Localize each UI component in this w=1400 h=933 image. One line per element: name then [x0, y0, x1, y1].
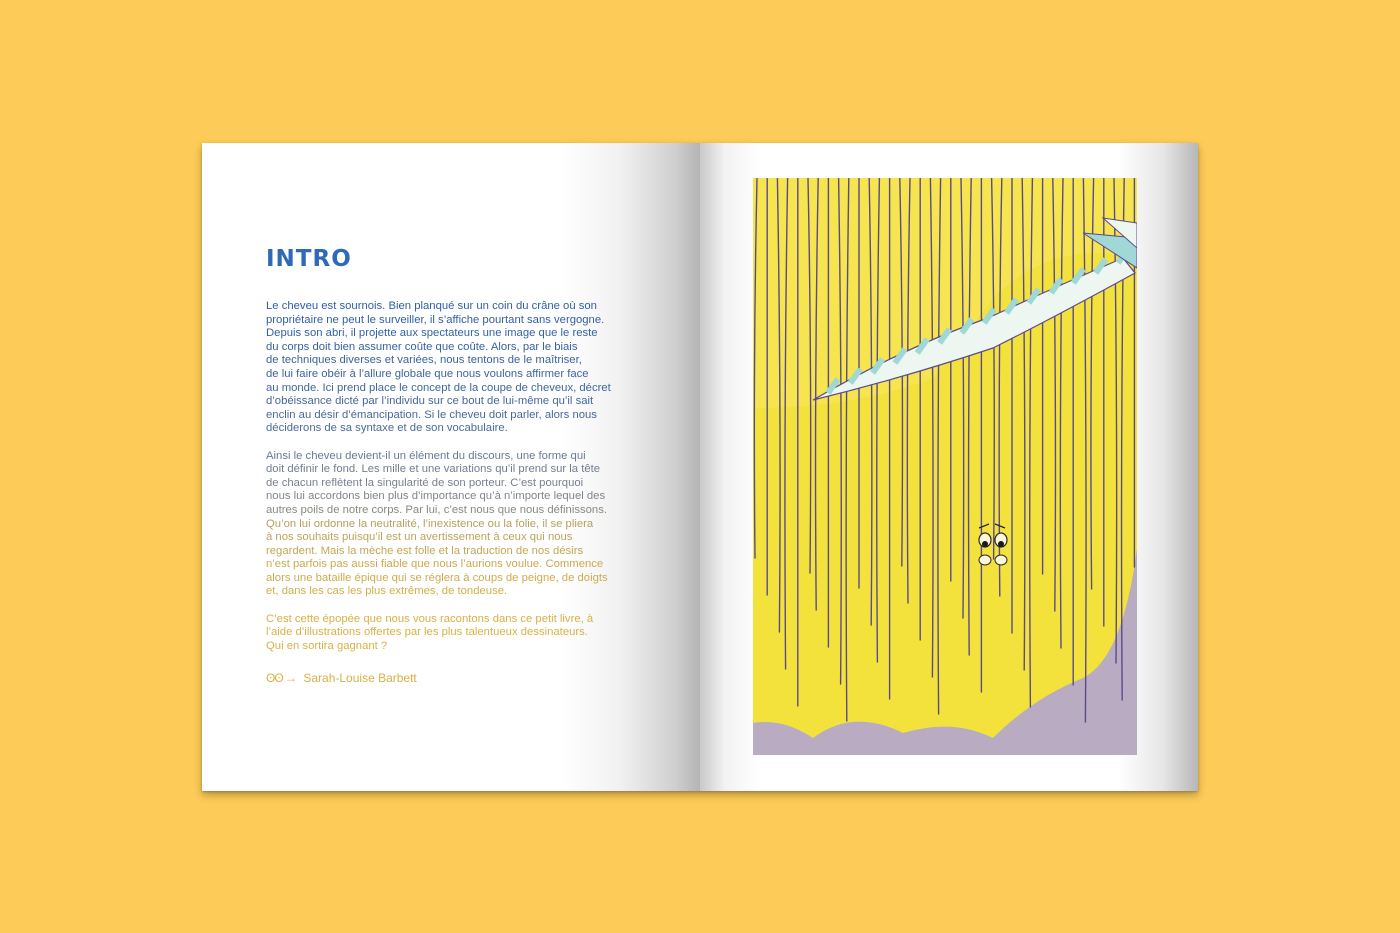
- right-page: [700, 143, 1198, 791]
- text-line: n’est parfois pas aussi fiable que nous l’aurions voulue. Commence: [266, 558, 604, 571]
- text-line: au monde. Ici prend place le concept de la coupe de cheveux, décret: [266, 381, 611, 394]
- text-line: de lui faire obéir à l’allure globale que nous voulons affirmer face: [266, 367, 589, 380]
- open-book: [202, 143, 1198, 791]
- text-line: nous lui accordons bien plus d’importance qu’à n’importe lequel des: [266, 490, 606, 503]
- text-line: du corps doit bien assumer coûte que coûte. Alors, par le biais: [266, 340, 578, 353]
- page-title: INTRO: [266, 246, 352, 272]
- intro-body-text: [266, 300, 638, 667]
- author-signature: [266, 671, 417, 685]
- author-name: Sarah-Louise Barbett: [303, 671, 417, 685]
- text-line: Qu’on lui ordonne la neutralité, l’inexistence ou la folie, il se pliera: [266, 517, 594, 530]
- text-line: autres poils de notre corps. Par lui, c’est nous que nous définissons.: [266, 503, 607, 516]
- text-line: Qui en sortira gagnant ?: [266, 639, 388, 652]
- text-line: propriétaire ne peut le surveiller, il s’affiche pourtant sans vergogne.: [266, 313, 605, 326]
- text-line: et, dans les cas les plus extrêmes, de tondeuse.: [266, 585, 508, 598]
- text-line: enclin au désir d’émancipation. Si le cheveu doit parler, alors nous: [266, 408, 597, 421]
- text-line: à nos souhaits puisqu’il est un avertissement à ceux qui nous: [266, 531, 573, 544]
- text-line: Depuis son abri, il projette aux spectateurs une image que le reste: [266, 327, 598, 340]
- text-line: alors une bataille épique qui se réglera à coups de peigne, de doigts: [266, 571, 608, 584]
- text-line: déciderons de sa syntaxe et de son vocabulaire.: [266, 422, 508, 435]
- text-line: de chacun reflètent la singularité de son porteur. C’est pourquoi: [266, 476, 584, 489]
- intro-paragraph: [266, 450, 638, 600]
- text-line: d’obéissance dicté par l’individu sur ce bout de lui-même qu’il sait: [266, 395, 594, 408]
- eyes-arrow-icon: ʘʘ →: [266, 671, 297, 685]
- text-line: Le cheveu est sournois. Bien planqué sur un coin du crâne où son: [266, 300, 597, 312]
- text-line: C’est cette épopée que nous vous racontons dans ce petit livre, à: [266, 612, 594, 625]
- text-line: doit définir le fond. Les mille et une variations qu’il prend sur la tête: [266, 463, 601, 476]
- intro-paragraph: [266, 300, 638, 436]
- left-page: [202, 143, 700, 791]
- text-line: Ainsi le cheveu devient-il un élément du discours, une forme qui: [266, 449, 586, 462]
- intro-paragraph: [266, 613, 638, 654]
- text-line: regardent. Mais la mèche est folle et la traduction de nos désirs: [266, 544, 584, 557]
- text-line: l’aide d’illustrations offertes par les plus talentueux dessinateurs.: [266, 626, 588, 639]
- text-line: de techniques diverses et variées, nous tentons de le maîtriser,: [266, 354, 582, 367]
- hair-face-illustration-icon: [753, 178, 1137, 755]
